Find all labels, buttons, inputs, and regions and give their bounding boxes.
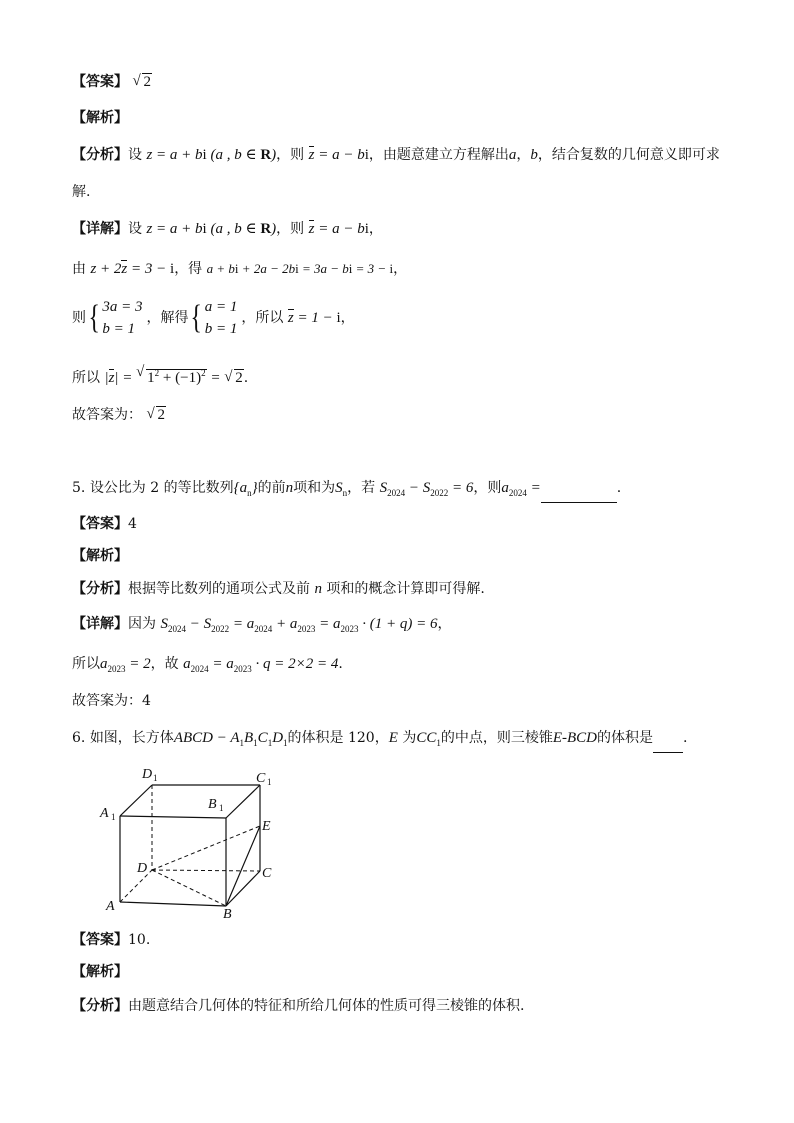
q5-xiangjie-1: 【详解】因为 $S_{2024} - S_{2022} = a_{2024} + a_{2023} = a_{2023} \cdot (1 + q) = 6$， — [72, 616, 452, 634]
q5-answer-line: 【答案】4 — [72, 516, 137, 532]
system-solution: a = 1 b = 1 — [204, 299, 238, 337]
xiangjie-tag: 【详解】 — [72, 221, 128, 237]
q4-fenxi-line: 【分析】设 z = a + bi (a , b ∈ R)，则 z = a − bi，由题意建立方程解出a，b，结合复数的几何意义即可求 — [72, 147, 720, 163]
answer-blank[interactable] — [541, 488, 617, 503]
q4-xiangjie-4: 所以 |z| = √ $1^2 + (-1)^2$ = √ 2. — [72, 363, 248, 388]
label-C1: C — [256, 771, 266, 786]
svg-text:1: 1 — [219, 803, 224, 813]
label-B: B — [223, 907, 232, 920]
q5-fenxi-line: 【分析】根据等比数列的通项公式及前 n 项和的概念计算即可得解. — [72, 581, 485, 597]
svg-text:1: 1 — [267, 777, 272, 787]
q5-stem: 5. 设公比为 2 的等比数列$\{a_n\}$的前n项和为$S_n$，若 $S_{2024} - S_{2022} = 6$，则$a_{2024}$ = . — [72, 478, 621, 503]
label-C: C — [262, 866, 272, 881]
answer-tag: 【答案】 — [72, 74, 128, 90]
q4-xiangjie-2: 由 z + 2z = 3 − i，得 a + bi + 2a − 2bi = 3a − bi = 3 − i， — [72, 261, 408, 277]
system-equations: 3a = 3 b = 1 — [102, 299, 143, 337]
q4-final: 故答案为： √ 2 — [72, 405, 166, 425]
q4-xiangjie-3: 则{ 3a = 3 b = 1，解得{ a = 1 b = 1，所以 z = 1 − i， — [72, 296, 355, 340]
answer-sqrt: √ 2 — [132, 72, 152, 92]
formula-z: z = a + bi (a , b ∈ R) — [146, 147, 277, 163]
q4-answer-line — [72, 72, 152, 92]
q4-analysis-tag: 【解析】 — [72, 110, 128, 126]
q6-answer-line: 【答案】10. — [72, 932, 151, 948]
svg-text:1: 1 — [111, 812, 116, 822]
q4-fenxi-cont: 解. — [72, 184, 91, 200]
q6-analysis-tag: 【解析】 — [72, 964, 128, 980]
q6-stem: 6. 如图，长方体ABCD − $A_1B_1C_1D_1$的体积是 120，E 为$CC_1$的中点，则三棱锥E-BCD的体积是 . — [72, 728, 687, 753]
label-E: E — [262, 819, 271, 834]
q5-analysis-tag: 【解析】 — [72, 548, 128, 564]
svg-text:1: 1 — [153, 773, 158, 783]
label-D1: D — [142, 767, 153, 782]
label-A1: A — [100, 806, 109, 821]
label-B1: B — [208, 797, 217, 812]
q6-fenxi-line: 【分析】由题意结合几何体的特征和所给几何体的性质可得三棱锥的体积. — [72, 998, 525, 1014]
cuboid-figure — [96, 760, 296, 920]
label-D: D — [137, 861, 148, 876]
answer-blank[interactable] — [653, 738, 683, 753]
formula-zbar: z = a − bi — [308, 147, 369, 163]
q4-xiangjie-1: 【详解】设 z = a + bi (a , b ∈ R)，则 z = a − bi， — [72, 221, 383, 237]
q5-final: 故答案为：4 — [72, 693, 151, 709]
label-A: A — [106, 899, 115, 914]
fenxi-tag: 【分析】 — [72, 147, 128, 163]
q5-xiangjie-2: 所以$a_{2023} = 2$，故 $a_{2024} = a_{2023} \cdot q = 2\times 2 = 4$. — [72, 656, 343, 674]
